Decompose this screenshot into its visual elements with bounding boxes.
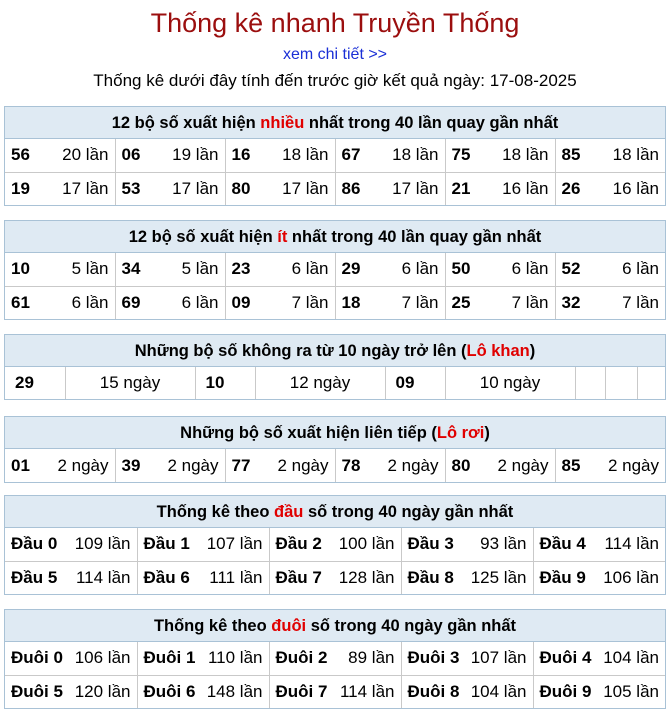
- most-frequent-panel: [4, 106, 666, 206]
- duoi-count: 104 lần: [470, 681, 527, 701]
- least-cell: [115, 253, 225, 286]
- least-frequent-panel: [4, 220, 666, 320]
- duoi-cell: [401, 675, 533, 708]
- empty-cell: [637, 367, 667, 399]
- most-label: 67: [341, 145, 361, 165]
- details-link[interactable]: xem chi tiết >>: [282, 46, 388, 63]
- duoi-cell: [137, 642, 269, 675]
- roi-count: 2 ngày: [387, 455, 439, 475]
- duoi-count: 106 lần: [74, 648, 131, 668]
- most-cell: [225, 172, 335, 205]
- head-stats-panel: [4, 495, 666, 595]
- least-count: 7 lần: [622, 292, 659, 312]
- most-count: 16 lần: [612, 178, 659, 198]
- duoi-count: 148 lần: [206, 681, 263, 701]
- least-row: [5, 286, 665, 319]
- most-cell: [335, 139, 445, 172]
- roi-row: [5, 449, 665, 482]
- most-row: [5, 139, 665, 172]
- most-label: 19: [11, 178, 30, 198]
- roi-cell: [445, 449, 555, 482]
- most-label: 56: [11, 145, 30, 165]
- most-cell: [115, 172, 225, 205]
- dau-cell: [401, 561, 533, 594]
- dau-row: [5, 528, 665, 561]
- least-label: 23: [231, 259, 251, 279]
- least-cell: [555, 286, 665, 319]
- least-label: 25: [451, 292, 471, 312]
- least-count: 7 lần: [291, 292, 329, 312]
- duoi-cell: [269, 642, 401, 675]
- dau-count: 107 lần: [206, 534, 263, 554]
- dau-cell: [269, 528, 401, 561]
- least-row: [5, 253, 665, 286]
- most-cell: [445, 172, 555, 205]
- least-count: 6 lần: [291, 259, 329, 279]
- duoi-cell: [269, 675, 401, 708]
- dau-cell: [5, 528, 137, 561]
- tail-stats-panel: [4, 609, 666, 709]
- duoi-cell: [533, 642, 665, 675]
- least-cell: [225, 286, 335, 319]
- most-label: 80: [231, 178, 251, 198]
- dau-count: 125 lần: [470, 567, 527, 587]
- dau-label: Đầu 0: [11, 534, 58, 554]
- least-cell: [555, 253, 665, 286]
- least-label: 29: [341, 259, 361, 279]
- most-count: 17 lần: [62, 178, 109, 198]
- duoi-label: Đuôi 2: [275, 648, 328, 668]
- roi-label: 39: [121, 455, 141, 475]
- most-count: 17 lần: [392, 178, 439, 198]
- roi-count: 2 ngày: [497, 455, 549, 475]
- duoi-label: Đuôi 0: [11, 648, 63, 668]
- dau-label: Đầu 8: [407, 567, 454, 587]
- most-cell: [555, 172, 665, 205]
- roi-label: 80: [451, 455, 471, 475]
- most-count: 16 lần: [502, 178, 549, 198]
- duoi-count: 89 lần: [348, 648, 395, 668]
- head-stats-title: Thống kê theo đầu số trong 40 ngày gần nhất: [5, 496, 665, 528]
- most-cell: [5, 172, 115, 205]
- least-label: 34: [121, 259, 141, 279]
- least-count: 6 lần: [181, 292, 219, 312]
- duoi-label: Đuôi 8: [407, 681, 460, 701]
- least-label: 50: [451, 259, 471, 279]
- least-frequent-table: [5, 253, 665, 319]
- dau-label: Đầu 3: [407, 534, 454, 554]
- empty-cell: [605, 367, 637, 399]
- lo-khan-number: 10: [195, 367, 255, 399]
- duoi-count: 107 lần: [470, 648, 527, 668]
- lo-khan-number: 09: [385, 367, 445, 399]
- dau-count: 93 lần: [480, 534, 527, 554]
- most-count: 20 lần: [62, 145, 109, 165]
- duoi-row: [5, 675, 665, 708]
- duoi-cell: [137, 675, 269, 708]
- duoi-count: 114 lần: [339, 681, 395, 701]
- most-label: 21: [451, 178, 471, 198]
- dau-cell: [137, 528, 269, 561]
- most-count: 17 lần: [282, 178, 329, 198]
- least-count: 5 lần: [71, 259, 109, 279]
- least-label: 52: [561, 259, 581, 279]
- most-frequent-table: [5, 139, 665, 205]
- least-count: 7 lần: [401, 292, 439, 312]
- lo-khan-number: 29: [5, 367, 65, 399]
- least-label: 32: [561, 292, 581, 312]
- least-cell: [5, 286, 115, 319]
- most-cell: [335, 172, 445, 205]
- dau-label: Đầu 7: [275, 567, 322, 587]
- most-cell: [5, 139, 115, 172]
- most-cell: [445, 139, 555, 172]
- dau-row: [5, 561, 665, 594]
- duoi-row: [5, 642, 665, 675]
- dau-count: 111 lần: [209, 567, 263, 587]
- least-label: 69: [121, 292, 141, 312]
- least-cell: [225, 253, 335, 286]
- least-cell: [115, 286, 225, 319]
- least-count: 5 lần: [181, 259, 219, 279]
- most-count: 18 lần: [612, 145, 659, 165]
- most-cell: [555, 139, 665, 172]
- dau-count: 114 lần: [75, 567, 131, 587]
- head-stats-table: [5, 528, 665, 594]
- least-cell: [335, 286, 445, 319]
- dau-cell: [533, 561, 665, 594]
- roi-count: 2 ngày: [277, 455, 329, 475]
- tail-stats-table: [5, 642, 665, 708]
- lo-roi-title: Những bộ số xuất hiện liên tiếp (Lô rơi): [5, 417, 665, 449]
- dau-count: 106 lần: [603, 567, 659, 587]
- lo-khan-row: [5, 367, 667, 399]
- lo-roi-panel: [4, 416, 666, 483]
- roi-count: 2 ngày: [607, 455, 659, 475]
- least-count: 6 lần: [511, 259, 549, 279]
- most-label: 26: [561, 178, 581, 198]
- dau-count: 100 lần: [338, 534, 395, 554]
- dau-cell: [401, 528, 533, 561]
- dau-cell: [137, 561, 269, 594]
- dau-count: 128 lần: [338, 567, 395, 587]
- duoi-count: 110 lần: [207, 648, 263, 668]
- dau-cell: [5, 561, 137, 594]
- least-label: 61: [11, 292, 30, 312]
- least-label: 09: [231, 292, 251, 312]
- dau-label: Đầu 4: [539, 534, 586, 554]
- least-label: 10: [11, 259, 30, 279]
- least-cell: [445, 253, 555, 286]
- dau-label: Đầu 1: [143, 534, 190, 554]
- page-subtitle: Thống kê dưới đây tính đến trước giờ kết quả ngày: 17-08-2025: [93, 71, 577, 90]
- dau-cell: [533, 528, 665, 561]
- most-row: [5, 172, 665, 205]
- roi-cell: [555, 449, 665, 482]
- duoi-label: Đuôi 9: [539, 681, 592, 701]
- roi-label: 77: [231, 455, 251, 475]
- dau-label: Đầu 5: [11, 567, 58, 587]
- lo-khan-panel: [4, 334, 666, 400]
- roi-label: 85: [561, 455, 581, 475]
- most-label: 53: [121, 178, 141, 198]
- most-label: 16: [231, 145, 251, 165]
- empty-cell: [575, 367, 605, 399]
- duoi-cell: [533, 675, 665, 708]
- most-label: 86: [341, 178, 361, 198]
- lo-khan-table: [5, 367, 667, 399]
- roi-cell: [225, 449, 335, 482]
- least-count: 7 lần: [511, 292, 549, 312]
- roi-cell: [115, 449, 225, 482]
- most-label: 75: [451, 145, 471, 165]
- most-count: 18 lần: [502, 145, 549, 165]
- lo-khan-days: 15 ngày: [65, 367, 195, 399]
- most-frequent-title: 12 bộ số xuất hiện nhiều nhất trong 40 lần quay gần nhất: [5, 107, 665, 139]
- lo-khan-days: 10 ngày: [445, 367, 575, 399]
- most-count: 17 lần: [172, 178, 219, 198]
- duoi-label: Đuôi 7: [275, 681, 328, 701]
- roi-label: 01: [11, 455, 30, 475]
- most-label: 06: [121, 145, 141, 165]
- duoi-label: Đuôi 3: [407, 648, 460, 668]
- duoi-label: Đuôi 5: [11, 681, 63, 701]
- most-count: 18 lần: [392, 145, 439, 165]
- least-count: 6 lần: [401, 259, 439, 279]
- dau-count: 109 lần: [74, 534, 131, 554]
- roi-count: 2 ngày: [167, 455, 219, 475]
- duoi-label: Đuôi 4: [539, 648, 592, 668]
- least-count: 6 lần: [71, 292, 109, 312]
- duoi-cell: [401, 642, 533, 675]
- duoi-label: Đuôi 6: [143, 681, 196, 701]
- most-cell: [225, 139, 335, 172]
- dau-cell: [269, 561, 401, 594]
- lo-khan-days: 12 ngày: [255, 367, 385, 399]
- tail-stats-title: Thống kê theo đuôi số trong 40 ngày gần nhất: [5, 610, 665, 642]
- roi-cell: [5, 449, 115, 482]
- most-cell: [115, 139, 225, 172]
- dau-label: Đầu 9: [539, 567, 586, 587]
- dau-count: 114 lần: [604, 534, 659, 554]
- roi-label: 78: [341, 455, 361, 475]
- duoi-cell: [5, 642, 137, 675]
- least-count: 6 lần: [622, 259, 659, 279]
- least-cell: [5, 253, 115, 286]
- duoi-count: 104 lần: [603, 648, 659, 668]
- dau-label: Đầu 6: [143, 567, 190, 587]
- duoi-cell: [5, 675, 137, 708]
- most-label: 85: [561, 145, 581, 165]
- lo-roi-table: [5, 449, 665, 482]
- roi-cell: [335, 449, 445, 482]
- duoi-count: 120 lần: [74, 681, 131, 701]
- page-title: Thống kê nhanh Truyền Thống: [150, 8, 520, 38]
- least-cell: [445, 286, 555, 319]
- lo-khan-title: Những bộ số không ra từ 10 ngày trở lên (Lô khan): [5, 335, 665, 367]
- least-frequent-title: 12 bộ số xuất hiện ít nhất trong 40 lần quay gần nhất: [5, 221, 665, 253]
- duoi-label: Đuôi 1: [143, 648, 196, 668]
- least-cell: [335, 253, 445, 286]
- dau-label: Đầu 2: [275, 534, 322, 554]
- least-label: 18: [341, 292, 361, 312]
- most-count: 18 lần: [282, 145, 329, 165]
- most-count: 19 lần: [172, 145, 219, 165]
- duoi-count: 105 lần: [603, 681, 659, 701]
- roi-count: 2 ngày: [57, 455, 109, 475]
